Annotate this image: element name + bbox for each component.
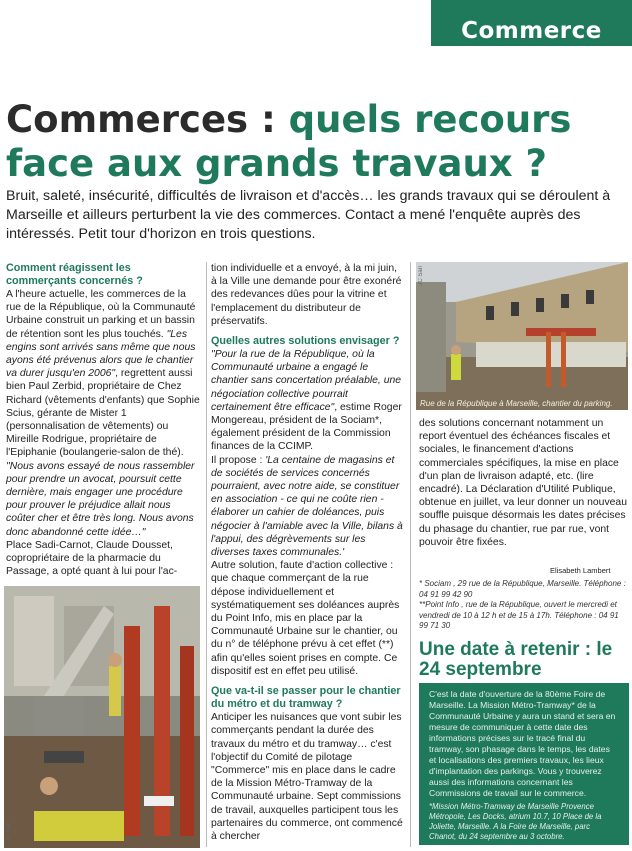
construction-photo-left bbox=[4, 586, 200, 848]
col1-text-a: A l'heure actuelle, les commerces de la rue de la République, où la Communauté Urbaine construit un parking et un bassin de rétention sont les plus touchés. bbox=[6, 289, 196, 340]
column-2 bbox=[211, 262, 405, 843]
question-3: Que va-t-il se passer pour le chantier du métro et du tramway ? bbox=[211, 685, 401, 711]
col2-paragraph-1: tion individuelle et a envoyé, à la mi juin, à la Ville une demande pour être exonéré des redevances dûes pour la vitrine et l'emplacement du distributeur de préservatifs. bbox=[211, 263, 402, 327]
col2-text-b: , estime Roger Mongereau, président de la Sociam*, également président de la Commission finances de la CCIMP. bbox=[211, 401, 402, 453]
column-divider-1 bbox=[206, 262, 207, 847]
photo-caption: Rue de la République à Marseille, chantier du parking. bbox=[420, 399, 613, 408]
question-1: Comment réagissent les commerçants concernés ? bbox=[6, 262, 143, 287]
headline-part2: quels recours bbox=[288, 98, 572, 141]
photo-credit-left: JC Sari bbox=[6, 822, 12, 842]
sidebar-box bbox=[419, 683, 629, 845]
sidebar-box-title: Une date à retenir : le 24 septembre bbox=[419, 639, 613, 680]
col2-paragraph-2 bbox=[211, 348, 405, 454]
author-signature: Elisabeth Lambert bbox=[550, 566, 611, 575]
footnote-1: * Sociam , 29 rue de la République, Marseille. Téléphone : 04 91 99 42 90 bbox=[419, 579, 626, 599]
col1-paragraph-2: Place Sadi-Carnot, Claude Dousset, copropriétaire de la pharmacie du Passage, a opté quant à lui pour l'ac- bbox=[6, 539, 178, 578]
sidebar-box-note: *Mission Métro-Tramway de Marseille Provence Métropole, Les Docks, atrium 10.7, 10 Place de la Joliette, Marseille. A la Foire de Marseille, parc Chanot, du 24 septembre au 3 octobre. bbox=[429, 802, 602, 841]
col2-quote-1: "Pour la rue de la République, où la Communauté urbaine a engagé le chantier sans concertation préalable, une négociation collective pourrait certainement être efficace" bbox=[211, 349, 402, 413]
headline-part1: Commerces : bbox=[6, 98, 289, 141]
column-divider-2 bbox=[410, 262, 411, 847]
col2-text-3a: Il propose : bbox=[211, 454, 266, 466]
col2-paragraph-4: Autre solution, faute d'action collective : que chaque commerçant de la rue dépose individuellement et systématiquement ses doléances auprès du Point Info, mis en place par la Communauté Urbaine sur le chantier, ou du n° de téléphone prévu à cet effet (**) afin qu'elles soient prises en compte. Ce dispositif est en effet peu utilisé. bbox=[211, 560, 400, 677]
footnote-2: **Point Info , rue de la République, ouvert le mercredi et vendredi de 10 à 12 h et de 15 à 17h. Téléphone : 04 91 99 71 30 bbox=[419, 600, 619, 630]
col2-quote-2: 'La centaine de magasins et de sociétés de services concernés pourraient, avec notre aide, se constituer en association - ce qui ne coûte rien - élaborer un cahier de doléances, puis négocier à l'amiable avec la Ville, bilans à l'appui, des dégrèvements sur les diverses taxes communales.' bbox=[211, 454, 403, 559]
headline bbox=[6, 98, 626, 186]
col3-paragraph-1: des solutions concernant notamment un report éventuel des échéances fiscales et sociales, le financement d'actions commerciales spécifiques, la mise en place d'un plan de livraison adapté, etc. (lire encadré). La Déclaration d'Utilité Publique, obtenue en juillet, va leur donner un nouveau souffle puisque désormais les dates précises du phasage du chantier, rue par rue, vont pouvoir être fixées. bbox=[419, 418, 627, 548]
section-tag: Commerce bbox=[431, 0, 632, 46]
col1-quote-1: "Les engins sont arrivés sans même que nous ayons été prévenus alors que le chantier va durer jusqu'en 2006" bbox=[6, 328, 196, 380]
col1-text-c: , regrettent aussi bien Paul Zerbid, propriétaire de Chez Richard (vêtements d'enfants) que Sophie Scius, gérante de Mister 1 (personnalisation de vêtements) ou Mireille Rodrigue, propriétaire de l'Epiphanie (boulangerie-salon de thé). bbox=[6, 368, 200, 459]
col1-quote-2: "Nous avons essayé de nous rassembler pour prendre un avocat, poursuit cette dernière, mais engager une procédure pour prouver le préjudice allait nous coûter cher et être très long. Nous avons donc abandonné cette idée…" bbox=[6, 460, 195, 538]
col1-paragraph-1 bbox=[6, 288, 200, 539]
intro-paragraph: Bruit, saleté, insécurité, difficultés de livraison et d'accès… les grands travaux qui se déroulent à Marseille et ailleurs perturbent la vie des commerces. Contact a mené l'enquête auprès des intéressés. Petit tour d'horizon en trois questions. bbox=[6, 188, 611, 242]
construction-photo-right bbox=[416, 262, 628, 410]
question-2: Quelles autres solutions envisager ? bbox=[211, 335, 400, 348]
column-1 bbox=[6, 262, 200, 578]
sidebar-box-text: C'est la date d'ouverture de la 80ème Foire de Marseille. La Mission Métro-Tramway* de la Communauté Urbaine y aura un stand et sera en mesure de communiquer à cette date des informations précises sur le tracé final du tramway, son phasage dans le temps, les dates et localisations des premiers travaux, les lieux d'implantation des parkings. Vous y trouverez aussi des informations concernant les Commissions de travail sur le commerce. bbox=[429, 689, 616, 798]
headline-line2: face aux grands travaux ? bbox=[6, 142, 547, 185]
column-3 bbox=[419, 417, 627, 549]
photo-credit-right: JC Sari bbox=[418, 266, 424, 286]
col2-paragraph-3 bbox=[211, 454, 405, 560]
col2-paragraph-5: Anticiper les nuisances que vont subir les commerçants pendant la durée des travaux du métro et du tramway… c'est l'objectif du Comité de pilotage "Commerce" mis en place dans le cadre de la Mission Métro-Tramway de la Communauté urbaine. Sept commissions de travail, auxquelles participent tous les partenaires du commerce, ont commencé à chercher bbox=[211, 712, 403, 842]
footnotes bbox=[419, 579, 627, 632]
